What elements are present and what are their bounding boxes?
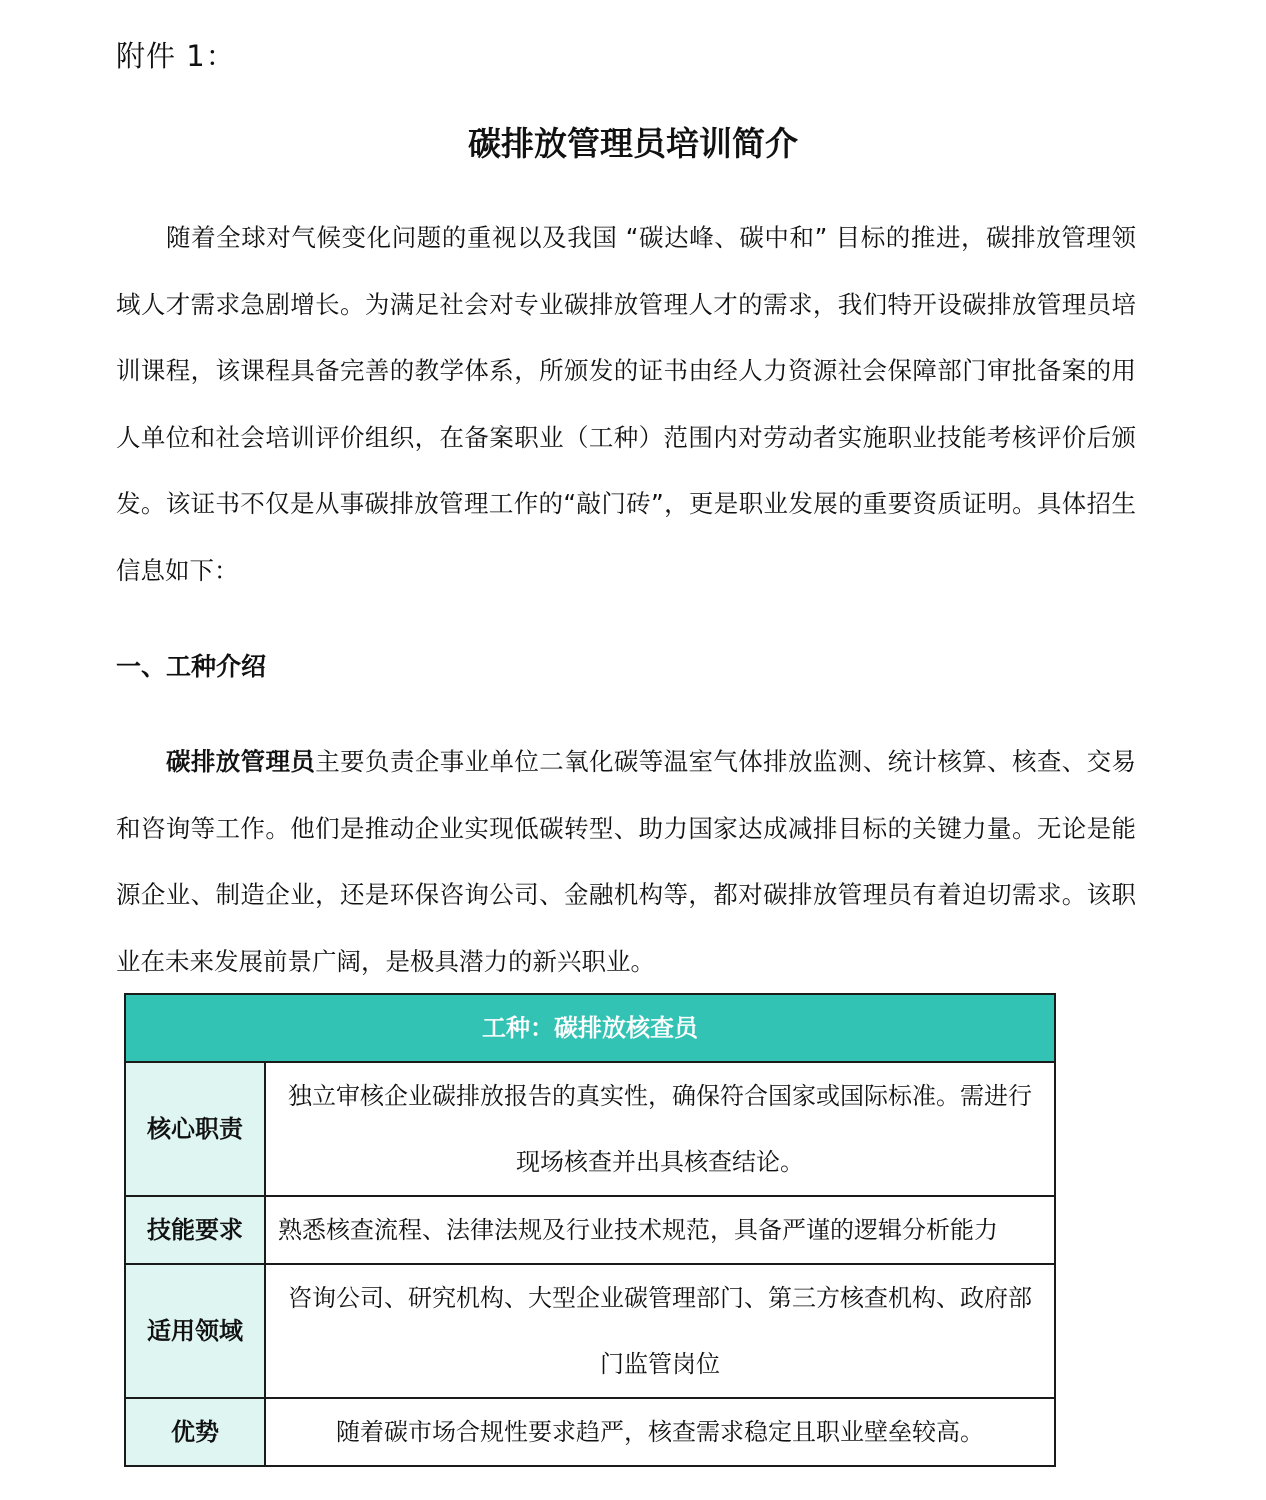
row-label-advantage: 优势	[125, 1398, 265, 1466]
row-label-skills: 技能要求	[125, 1196, 265, 1264]
job-intro-paragraph	[116, 729, 1136, 995]
row-value-skills: 熟悉核查流程、法律法规及行业技术规范，具备严谨的逻辑分析能力	[265, 1196, 1055, 1264]
attachment-label: 附件 1：	[116, 39, 236, 73]
row-value-advantage: 随着碳市场合规性要求趋严，核查需求稳定且职业壁垒较高。	[265, 1398, 1055, 1466]
row-label-fields: 适用领域	[125, 1264, 265, 1398]
row-label-core-duties: 核心职责	[125, 1062, 265, 1196]
row-value-core-duties: 独立审核企业碳排放报告的真实性，确保符合国家或国际标准。需进行现场核查并出具核查结论。	[265, 1062, 1055, 1196]
document-title: 碳排放管理员培训简介	[468, 124, 798, 163]
job-intro-text: 主要负责企事业单位二氧化碳等温室气体排放监测、统计核算、核查、交易和咨询等工作。他们是推动企业实现低碳转型、助力国家达成减排目标的关键力量。无论是能源企业、制造企业，还是环保咨询公司、金融机构等，都对碳排放管理员有着迫切需求。该职业在未来发展前景广阔，是极具潜力的新兴职业。	[116, 747, 1137, 976]
intro-paragraph: 随着全球对气候变化问题的重视以及我国 “碳达峰、碳中和” 目标的推进，碳排放管理领域人才需求急剧增长。为满足社会对专业碳排放管理人才的需求，我们特开设碳排放管理员培训课程，该课程具备完善的教学体系，所颁发的证书由经人力资源社会保障部门审批备案的用人单位和社会培训评价组织，在备案职业（工种）范围内对劳动者实施职业技能考核评价后颁发。该证书不仅是从事碳排放管理工作的“敲门砖”，更是职业发展的重要资质证明。具体招生信息如下：	[116, 223, 1136, 585]
table-row	[125, 1062, 1055, 1196]
table-header-row	[125, 994, 1055, 1062]
row-value-fields: 咨询公司、研究机构、大型企业碳管理部门、第三方核查机构、政府部门监管岗位	[265, 1264, 1055, 1398]
table-row	[125, 1398, 1055, 1466]
section-heading-job-intro: 一、工种介绍	[116, 652, 267, 681]
table-row	[125, 1196, 1055, 1264]
table-row	[125, 1264, 1055, 1398]
job-title-bold: 碳排放管理员	[166, 747, 316, 776]
job-info-table	[124, 993, 1056, 1467]
table-header: 工种：碳排放核查员	[125, 994, 1055, 1062]
